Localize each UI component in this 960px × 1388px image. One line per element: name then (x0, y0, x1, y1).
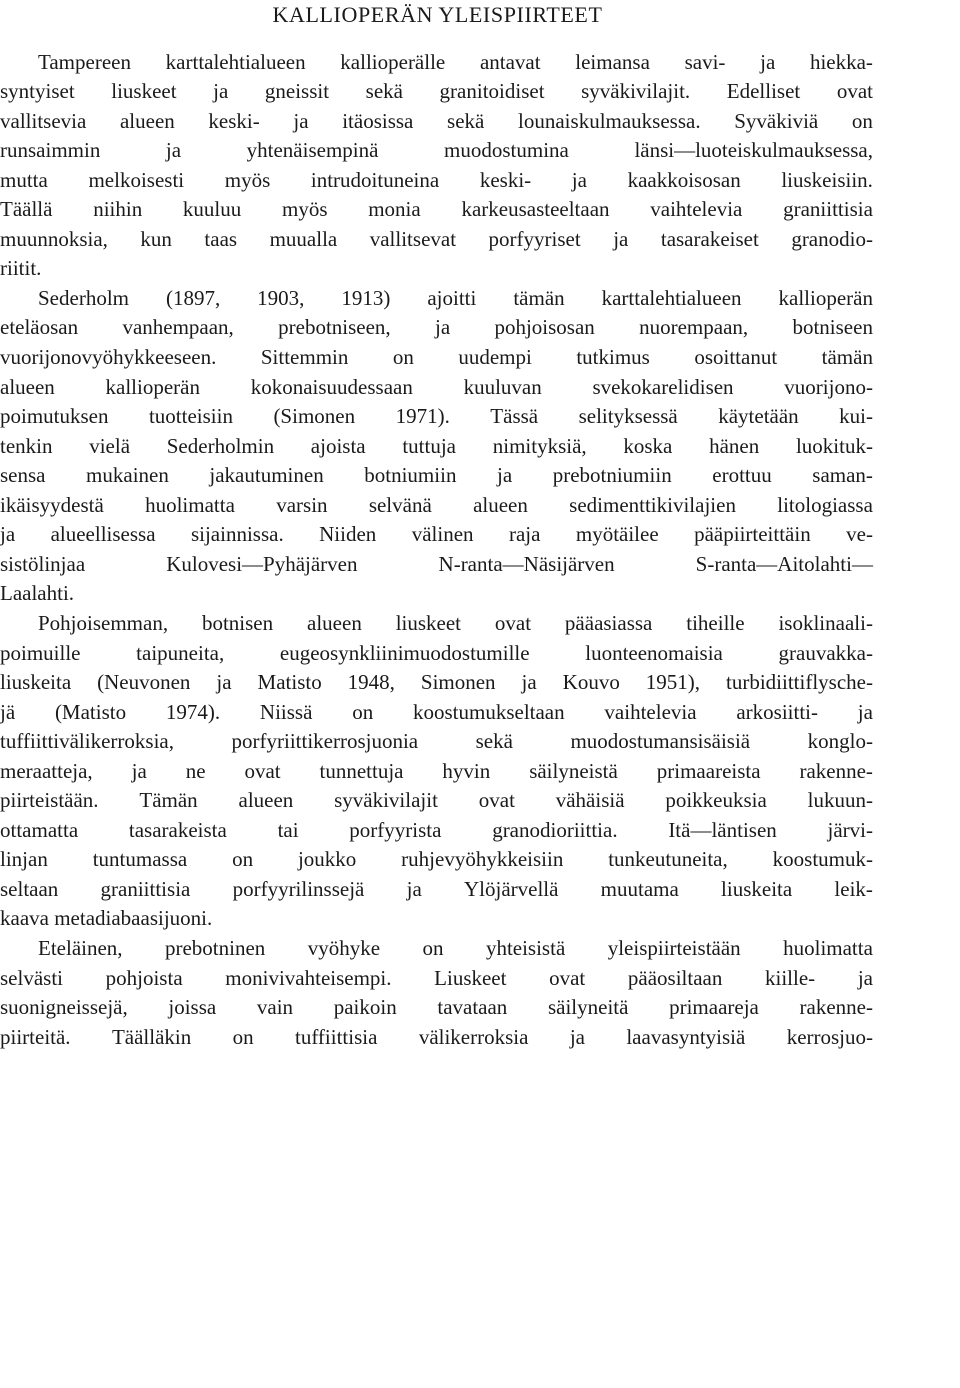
text-line: vallitsevia alueen keski- ja itäosissa sekä lounaiskulmauksessa. Syväkiviä on (0, 108, 873, 133)
page-title: KALLIOPERÄN YLEISPIIRTEET (272, 2, 603, 27)
text-line: tuffiittivälikerroksia, porfyriittikerrosjuonia sekä muodostumansisäisiä konglo- (0, 729, 873, 754)
text-line: ja alueellisessa sijainnissa. Niiden välinen raja myötäilee pääpiirteittäin ve- (0, 522, 873, 547)
text-line: kaava metadiabaasijuoni. (0, 906, 213, 931)
text-line: muunnoksia, kun taas muualla vallitsevat porfyyriset ja tasarakeiset granodio- (0, 226, 873, 251)
text-line: vuorijonovyöhykkeeseen. Sittemmin on uudempi tutkimus osoittanut tämän (0, 345, 873, 369)
text-line: piirteistään. Tämän alueen syväkivilajit ovat vähäisiä poikkeuksia lukuun- (0, 788, 873, 813)
text-line: Laalahti. (0, 581, 75, 606)
text-line: piirteitä. Täälläkin on tuffiittisia välikerroksia ja laavasyntyisiä kerrosjuo- (0, 1024, 873, 1049)
text-line: suonigneissejä, joissa vain paikoin tavataan säilyneitä primaareja rakenne- (0, 995, 873, 1020)
text-line: riitit. (0, 256, 42, 281)
text-line: poimutuksen tuotteisiin (Simonen 1971). Tässä selityksessä käytetään kui- (0, 404, 873, 429)
text-line: eteläosan vanhempaan, prebotniseen, ja pohjoisosan nuorempaan, botniseen (0, 315, 873, 340)
text-line: ikäisyydestä huolimatta varsin selvänä alueen sedimenttikivilajien litologiassa (0, 492, 873, 517)
text-line: jä (Matisto 1974). Niissä on koostumukseltaan vaihtelevia arkosiitti- ja (0, 699, 873, 724)
text-line: Eteläinen, prebotninen vyöhyke on yhteisistä yleispiirteistään huolimatta (38, 936, 873, 960)
text-line: Pohjoisemman, botnisen alueen liuskeet ovat pääasiassa tiheille isoklinaali- (38, 610, 873, 635)
text-line: meraatteja, ja ne ovat tunnettuja hyvin säilyneistä primaareista rakenne- (0, 758, 873, 783)
text-line: sensa mukainen jakautuminen botniumiin ja prebotniumiin erottuu saman- (0, 463, 873, 488)
text-line: seltaan graniittisia porfyyrilinssejä ja Ylöjärvellä muutama liuskeita leik- (0, 876, 873, 901)
text-line: Tampereen karttalehtialueen kallioperälle antavat leimansa savi- ja hiekka- (38, 49, 873, 74)
text-line: Täällä niihin kuuluu myös monia karkeusasteeltaan vaihtelevia graniittisia (0, 197, 873, 222)
text-line: tenkin vielä Sederholmin ajoista tuttuja nimityksiä, koska hänen luokituk- (0, 433, 873, 458)
text-line: ottamatta tasarakeista tai porfyyrista granodioriittia. Itä—läntisen järvi- (0, 817, 873, 842)
text-line: sistölinjaa Kulovesi—Pyhäjärven N-ranta—Näsijärven S-ranta—Aitolahti— (0, 551, 873, 576)
text-line: liuskeita (Neuvonen ja Matisto 1948, Simonen ja Kouvo 1951), turbidiittiflysche- (0, 670, 873, 695)
text-line: runsaimmin ja yhtenäisempinä muodostumina länsi—luoteiskulmauksessa, (0, 138, 873, 163)
text-line: alueen kallioperän kokonaisuudessaan kuuluvan svekokarelidisen vuorijono- (0, 374, 873, 399)
text-line: linjan tuntumassa on joukko ruhjevyöhykkeisiin tunkeutuneita, koostumuk- (0, 847, 873, 872)
text-line: syntyiset liuskeet ja gneissit sekä granitoidiset syväkivilajit. Edelliset ovat (0, 79, 873, 104)
text-line: selvästi pohjoista monivivahteisempi. Liuskeet ovat pääosiltaan kiille- ja (0, 965, 873, 990)
text-line: mutta melkoisesti myös intrudoituneina keski- ja kaakkoisosan liuskeisiin. (0, 167, 873, 192)
text-line: poimuille taipuneita, eugeosynkliinimuodostumille luonteenomaisia grauvakka- (0, 640, 873, 665)
text-line: Sederholm (1897, 1903, 1913) ajoitti tämän karttalehtialueen kallioperän (38, 285, 873, 310)
